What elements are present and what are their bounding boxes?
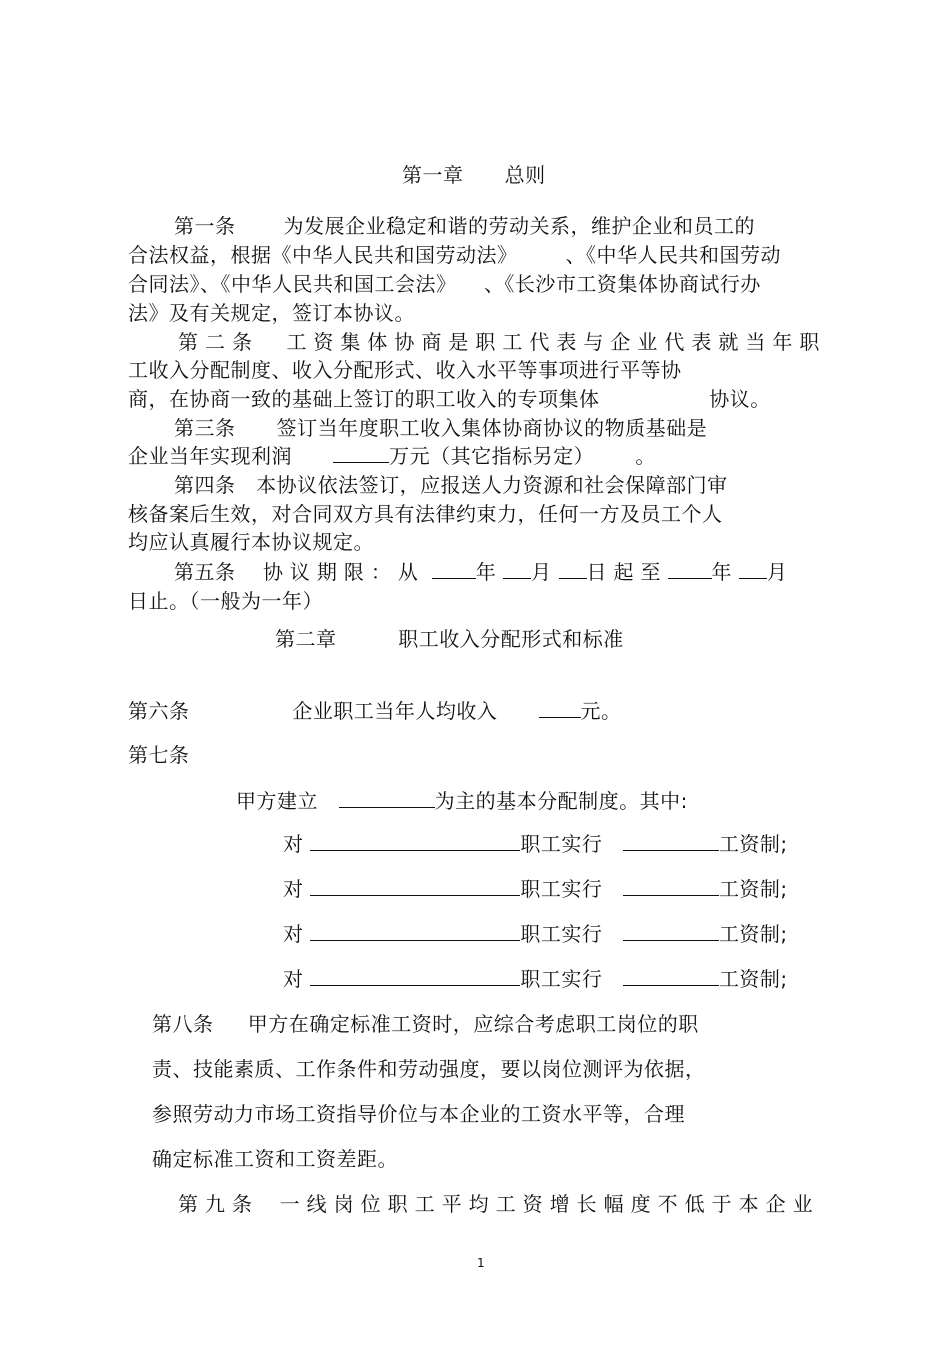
article-8-label: 第八条 xyxy=(152,1012,214,1036)
article-2-label: 第二条 xyxy=(178,330,259,354)
from-day-blank[interactable] xyxy=(559,560,587,579)
article-8-line-4: 确定标准工资和工资差距。 xyxy=(152,1147,398,1171)
article-4-line-2: 核备案后生效，对合同双方具有法律约束力，任何一方及员工个人 xyxy=(128,502,723,526)
article-5-line-2: 日止。（一般为一年） xyxy=(128,589,323,613)
wage-system-blank[interactable] xyxy=(623,877,719,896)
article-9-label: 第九条 xyxy=(178,1192,259,1216)
article-3-line-2: 企业当年实现利润 万元（其它指标另定） 。 xyxy=(128,444,656,468)
employee-group-blank[interactable] xyxy=(310,922,520,941)
article-1-line-4: 法》及有关规定，签订本协议。 xyxy=(128,301,415,325)
article-1-line-3: 合同法》、《中华人民共和国工会法》 、《长沙市工资集体协商试行办 xyxy=(128,272,761,296)
article-4-label: 第四条 xyxy=(174,473,236,497)
article-9-line-1: 第九条 一线岗位职工平均工资增长幅度不低于本企业 xyxy=(178,1192,820,1216)
article-1-line-1: 第一条 为发展企业稳定和谐的劳动关系，维护企业和员工的 xyxy=(174,214,756,238)
wage-row: 对 职工实行 工资制; xyxy=(283,922,788,946)
article-2-line-1: 第二条 工资集体协商是职工代表与企业代表就当年职 xyxy=(178,330,827,354)
wage-row: 对 职工实行 工资制; xyxy=(283,877,788,901)
wage-system-blank[interactable] xyxy=(623,922,719,941)
article-5-label: 第五条 xyxy=(174,560,236,584)
base-system-blank[interactable] xyxy=(339,789,435,808)
article-6-label: 第六条 xyxy=(128,699,190,723)
to-year-blank[interactable] xyxy=(668,560,712,579)
article-8-line-1: 第八条 甲方在确定标准工资时，应综合考虑职工岗位的职 xyxy=(152,1012,699,1036)
to-month-blank[interactable] xyxy=(739,560,767,579)
article-1-label: 第一条 xyxy=(174,214,236,238)
article-8-line-2: 责、技能素质、工作条件和劳动强度，要以岗位测评为依据， xyxy=(152,1057,706,1081)
article-3-label: 第三条 xyxy=(174,416,236,440)
article-7-intro: 甲方建立 为主的基本分配制度。其中: xyxy=(236,789,688,813)
article-4-line-3: 均应认真履行本协议规定。 xyxy=(128,530,374,554)
profit-blank[interactable] xyxy=(333,444,389,463)
article-2-line-2: 工收入分配制度、收入分配形式、收入水平等事项进行平等协 xyxy=(128,358,682,382)
wage-system-blank[interactable] xyxy=(623,832,719,851)
chapter-1-title: 第一章 总则 xyxy=(402,163,546,187)
article-5-line-1: 第五条 协议期限：从 年 月 日起至 年 月 xyxy=(174,560,788,584)
from-year-blank[interactable] xyxy=(432,560,476,579)
wage-row: 对 职工实行 工资制; xyxy=(283,832,788,856)
from-month-blank[interactable] xyxy=(503,560,531,579)
wage-system-blank[interactable] xyxy=(623,967,719,986)
wage-row: 对 职工实行 工资制; xyxy=(283,967,788,991)
employee-group-blank[interactable] xyxy=(310,967,520,986)
article-8-line-3: 参照劳动力市场工资指导价位与本企业的工资水平等，合理 xyxy=(152,1102,685,1126)
article-7-label: 第七条 xyxy=(128,743,190,767)
page-number: 1 xyxy=(477,1256,485,1270)
employee-group-blank[interactable] xyxy=(310,832,520,851)
average-income-blank[interactable] xyxy=(539,699,581,718)
article-1-line-2: 合法权益，根据《中华人民共和国劳动法》 、《中华人民共和国劳动 xyxy=(128,243,782,267)
article-2-line-3: 商，在协商一致的基础上签订的职工收入的专项集体 协议。 xyxy=(128,387,771,411)
article-4-line-1: 第四条 本协议依法签订，应报送人力资源和社会保障部门审 xyxy=(174,473,728,497)
article-3-line-1: 第三条 签订当年度职工收入集体协商协议的物质基础是 xyxy=(174,416,708,440)
employee-group-blank[interactable] xyxy=(310,877,520,896)
chapter-2-title: 第二章 职工收入分配形式和标准 xyxy=(275,627,624,651)
article-6: 第六条 企业职工当年人均收入 元。 xyxy=(128,699,622,723)
